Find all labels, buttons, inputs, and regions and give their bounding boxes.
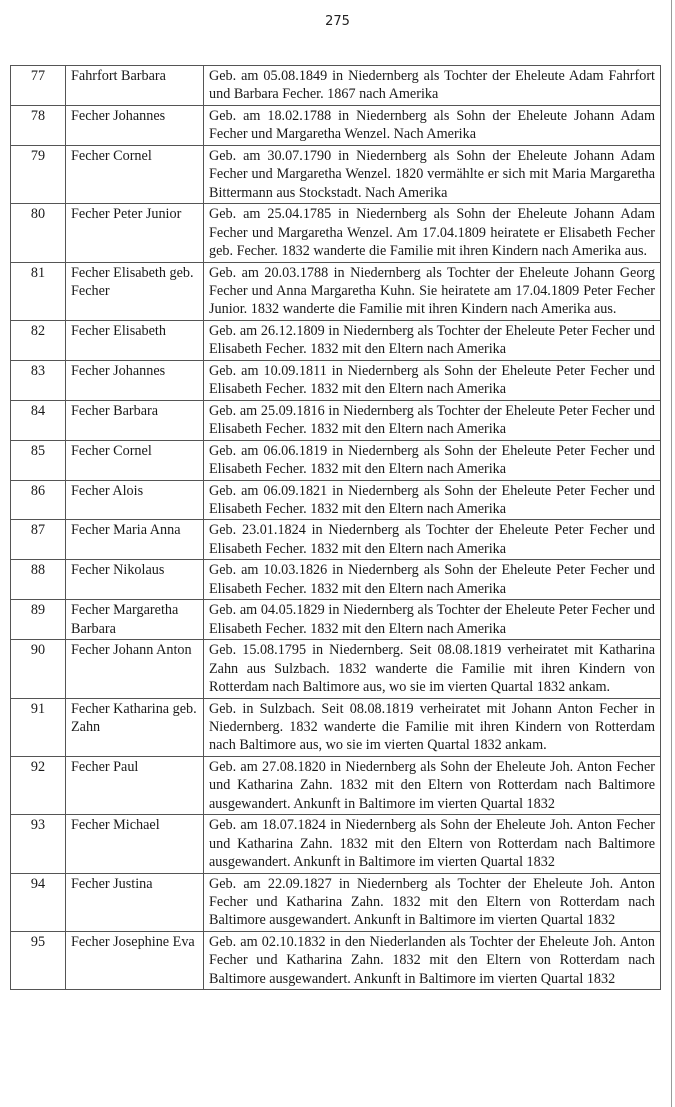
entry-description: Geb. am 05.08.1849 in Niedernberg als Tochter der Eheleute Adam Fahrfort und Barbara Fecher. 1867 nach Amerika xyxy=(209,68,655,103)
person-name-cell xyxy=(66,480,204,520)
person-name: Fecher Elisabeth geb. Fecher xyxy=(71,264,194,299)
entry-number-cell xyxy=(11,873,66,931)
entry-description-cell xyxy=(204,204,661,262)
entry-description: Geb. am 30.07.1790 in Niedernberg als Sohn der Eheleute Johann Adam Fecher und Margaretha Wenzel. 1820 vermählte er sich mit Maria Margaretha Bittermann aus Stockstadt. Nach Amerika xyxy=(209,147,655,201)
entry-description: Geb. am 20.03.1788 in Niedernberg als Tochter der Eheleute Johann Georg Fecher und Anna Margaretha Kuhn. Sie heiratete am 17.04.1809 Peter Fecher Junior. 1832 wanderte die Familie mit ihren Kindern nach Amerika aus. xyxy=(209,264,655,318)
entry-number-cell xyxy=(11,400,66,440)
entry-description: Geb. am 27.08.1820 in Niedernberg als Sohn der Eheleute Joh. Anton Fecher und Katharina Zahn. 1832 mit den Eltern von Rotterdam nach Baltimore ausgewandert. Ankunft in Baltimore im vierten Quartal 1832 xyxy=(209,758,655,812)
page-edge-line xyxy=(671,0,672,1107)
entry-description: Geb. am 10.03.1826 in Niedernberg als Sohn der Eheleute Peter Fecher und Elisabeth Fecher. 1832 mit den Eltern nach Amerika xyxy=(209,562,655,597)
person-name-cell xyxy=(66,204,204,262)
person-name-cell xyxy=(66,145,204,203)
person-name-cell xyxy=(66,262,204,320)
entry-number-cell xyxy=(11,756,66,814)
entry-number-cell xyxy=(11,600,66,640)
person-name: Fecher Elisabeth xyxy=(71,322,166,339)
entry-number: 92 xyxy=(30,758,46,775)
person-name: Fecher Nikolaus xyxy=(71,562,165,579)
table-row xyxy=(11,756,661,814)
entry-number-cell xyxy=(11,262,66,320)
entry-number-cell xyxy=(11,204,66,262)
entry-number: 80 xyxy=(30,206,46,223)
person-name: Fecher Katharina geb. Zahn xyxy=(71,700,197,735)
table-row xyxy=(11,145,661,203)
person-name: Fecher Johannes xyxy=(71,362,166,379)
entry-number-cell xyxy=(11,145,66,203)
entry-description-cell xyxy=(204,440,661,480)
table-row xyxy=(11,873,661,931)
entry-number: 93 xyxy=(30,817,46,834)
entry-description-cell xyxy=(204,756,661,814)
person-name-cell xyxy=(66,931,204,989)
entry-description-cell xyxy=(204,320,661,360)
person-name-cell xyxy=(66,815,204,873)
person-name: Fecher Paul xyxy=(71,758,139,775)
table-row xyxy=(11,560,661,600)
table-row xyxy=(11,600,661,640)
table-row xyxy=(11,640,661,698)
entry-description: Geb. am 25.09.1816 in Niedernberg als Tochter der Eheleute Peter Fecher und Elisabeth Fecher. 1832 mit den Eltern nach Amerika xyxy=(209,402,655,438)
entry-number: 84 xyxy=(30,402,46,419)
table-row xyxy=(11,931,661,989)
person-name: Fecher Michael xyxy=(71,817,160,834)
person-name: Fecher Alois xyxy=(71,482,144,499)
person-name-cell xyxy=(66,520,204,560)
person-name: Fecher Margaretha Barbara xyxy=(71,602,179,637)
person-name-cell xyxy=(66,400,204,440)
entry-number-cell xyxy=(11,105,66,145)
person-name-cell xyxy=(66,320,204,360)
entry-description-cell xyxy=(204,520,661,560)
entry-description: Geb. am 06.06.1819 in Niedernberg als Sohn der Eheleute Peter Fecher und Elisabeth Fecher. 1832 mit den Eltern nach Amerika xyxy=(209,442,655,478)
person-name: Fecher Johannes xyxy=(71,107,166,124)
table-row xyxy=(11,440,661,480)
entry-description-cell xyxy=(204,640,661,698)
person-name-cell xyxy=(66,640,204,698)
entry-number: 88 xyxy=(30,562,46,579)
entry-number-cell xyxy=(11,66,66,106)
entry-description-cell xyxy=(204,145,661,203)
entry-description: Geb. am 18.07.1824 in Niedernberg als Sohn der Eheleute Joh. Anton Fecher und Katharina Zahn. 1832 mit den Eltern von Rotterdam nach Baltimore ausgewandert. Ankunft in Baltimore im vierten Quartal 1832 xyxy=(209,817,655,871)
entry-description-cell xyxy=(204,815,661,873)
entry-number-cell xyxy=(11,640,66,698)
person-name: Fahrfort Barbara xyxy=(71,68,166,84)
entry-description-cell xyxy=(204,66,661,106)
table-row xyxy=(11,400,661,440)
emigrant-register-table xyxy=(10,65,661,990)
entry-number-cell xyxy=(11,440,66,480)
person-name: Fecher Cornel xyxy=(71,442,152,459)
entry-description-cell xyxy=(204,262,661,320)
entry-number: 87 xyxy=(30,522,46,539)
entry-description-cell xyxy=(204,600,661,640)
person-name: Fecher Maria Anna xyxy=(71,522,181,539)
entry-number: 85 xyxy=(30,442,46,459)
entry-number-cell xyxy=(11,698,66,756)
person-name: Fecher Cornel xyxy=(71,147,152,164)
entry-number-cell xyxy=(11,560,66,600)
table-row xyxy=(11,320,661,360)
person-name: Fecher Josephine Eva xyxy=(71,933,195,950)
table-row xyxy=(11,480,661,520)
entry-description-cell xyxy=(204,873,661,931)
entry-number-cell xyxy=(11,480,66,520)
person-name-cell xyxy=(66,105,204,145)
entry-number: 89 xyxy=(30,602,46,619)
person-name-cell xyxy=(66,66,204,106)
entry-description-cell xyxy=(204,480,661,520)
entry-description: Geb. 15.08.1795 in Niedernberg. Seit 08.08.1819 verheiratet mit Katharina Zahn aus Sulzbach. 1832 wanderte die Familie mit ihren Kindern von Rotterdam nach Baltimore aus, wo sie im vierten Quartal 1832 ankam. xyxy=(209,642,655,696)
entry-number: 81 xyxy=(30,264,46,281)
table-row xyxy=(11,815,661,873)
entry-description-cell xyxy=(204,360,661,400)
table-row xyxy=(11,66,661,106)
entry-number: 79 xyxy=(30,147,46,164)
table-row xyxy=(11,204,661,262)
entry-number-cell xyxy=(11,360,66,400)
entry-number: 82 xyxy=(30,322,46,339)
entry-description-cell xyxy=(204,931,661,989)
person-name-cell xyxy=(66,873,204,931)
entry-description: Geb. am 26.12.1809 in Niedernberg als Tochter der Eheleute Peter Fecher und Elisabeth Fecher. 1832 mit den Eltern nach Amerika xyxy=(209,322,655,358)
person-name-cell xyxy=(66,560,204,600)
page-number: 275 xyxy=(325,14,350,29)
entry-number-cell xyxy=(11,931,66,989)
entry-description-cell xyxy=(204,105,661,145)
entry-number-cell xyxy=(11,520,66,560)
entry-description-cell xyxy=(204,560,661,600)
entry-description: Geb. am 10.09.1811 in Niedernberg als Sohn der Eheleute Peter Fecher und Elisabeth Fecher. 1832 mit den Eltern nach Amerika xyxy=(209,362,655,398)
person-name-cell xyxy=(66,600,204,640)
entry-description: Geb. am 06.09.1821 in Niedernberg als Sohn der Eheleute Peter Fecher und Elisabeth Fecher. 1832 mit den Eltern nach Amerika xyxy=(209,482,655,517)
table-row xyxy=(11,520,661,560)
entry-description: Geb. am 02.10.1832 in den Niederlanden als Tochter der Eheleute Joh. Anton Fecher und Katharina Zahn. 1832 mit den Eltern von Rotterdam nach Baltimore ausgewandert. Ankunft in Baltimore im vierten Quartal 1832 xyxy=(209,933,655,987)
entry-number: 77 xyxy=(30,68,46,84)
person-name-cell xyxy=(66,698,204,756)
entry-description: Geb. am 22.09.1827 in Niedernberg als Tochter der Eheleute Joh. Anton Fecher und Katharina Zahn. 1832 mit den Eltern von Rotterdam nach Baltimore ausgewandert. Ankunft in Baltimore im vierten Quartal 1832 xyxy=(209,875,655,929)
entry-description: Geb. in Sulzbach. Seit 08.08.1819 verheiratet mit Johann Anton Fecher in Niedernberg. 1832 wanderte die Familie mit ihren Kindern von Rotterdam nach Baltimore aus, wo sie im vierten Quartal 1832 ankam. xyxy=(209,700,655,754)
person-name: Fecher Barbara xyxy=(71,402,159,419)
entry-description: Geb. am 04.05.1829 in Niedernberg als Tochter der Eheleute Peter Fecher und Elisabeth Fecher. 1832 mit den Eltern nach Amerika xyxy=(209,602,655,637)
person-name-cell xyxy=(66,440,204,480)
entry-number: 86 xyxy=(30,482,46,499)
person-name-cell xyxy=(66,360,204,400)
table-row xyxy=(11,360,661,400)
entry-number: 94 xyxy=(30,875,46,892)
person-name: Fecher Justina xyxy=(71,875,153,892)
person-name-cell xyxy=(66,756,204,814)
person-name: Fecher Johann Anton xyxy=(71,642,192,659)
entry-description: Geb. am 18.02.1788 in Niedernberg als Sohn der Eheleute Johann Adam Fecher und Margaretha Wenzel. Nach Amerika xyxy=(209,107,655,143)
entry-description-cell xyxy=(204,400,661,440)
entry-number-cell xyxy=(11,815,66,873)
register-body xyxy=(11,66,661,990)
entry-number: 83 xyxy=(30,362,46,379)
table-row xyxy=(11,262,661,320)
table-row xyxy=(11,105,661,145)
table-row xyxy=(11,698,661,756)
entry-description-cell xyxy=(204,698,661,756)
entry-number-cell xyxy=(11,320,66,360)
person-name: Fecher Peter Junior xyxy=(71,206,182,223)
entry-number: 90 xyxy=(30,642,46,659)
entry-description: Geb. 23.01.1824 in Niedernberg als Tochter der Eheleute Peter Fecher und Elisabeth Fecher. 1832 mit den Eltern nach Amerika xyxy=(209,522,655,557)
entry-description: Geb. am 25.04.1785 in Niedernberg als Sohn der Eheleute Johann Adam Fecher und Margaretha Wenzel. Am 17.04.1809 heiratete er Elisabeth Fecher geb. Fecher. 1832 wanderte die Familie mit ihren Kindern nach Amerika aus. xyxy=(209,206,655,260)
entry-number: 91 xyxy=(30,700,46,717)
entry-number: 95 xyxy=(30,933,46,950)
entry-number: 78 xyxy=(30,107,46,124)
